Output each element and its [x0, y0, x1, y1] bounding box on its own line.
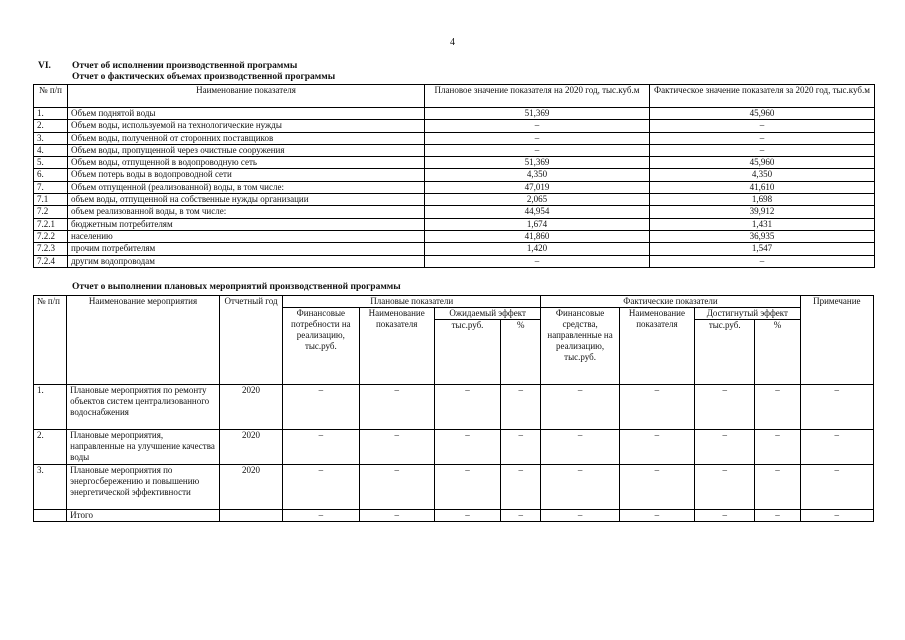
- table-row: [34, 120, 875, 132]
- header-note: Примечание: [800, 296, 873, 308]
- row-number: 7.2.2: [34, 230, 68, 242]
- table-row: [34, 108, 875, 120]
- value-cell: –: [359, 510, 434, 522]
- value-cell: –: [800, 510, 873, 522]
- section-number: VI.: [38, 61, 51, 71]
- report-year: 2020: [219, 465, 282, 510]
- plan-value: 41,860: [425, 230, 650, 242]
- value-cell: –: [695, 465, 755, 510]
- row-number: 7.: [34, 181, 68, 193]
- table-row: [34, 194, 875, 206]
- plan-value: 1,674: [425, 218, 650, 230]
- plan-value: 51,369: [425, 108, 650, 120]
- header-indicator: Наименование показателя: [68, 85, 425, 108]
- table-row: [34, 169, 875, 181]
- indicator-name: Объем воды, полученной от сторонних поставщиков: [68, 132, 425, 144]
- table-row: [34, 144, 875, 156]
- header-measure: Наименование мероприятия: [67, 296, 220, 308]
- header-actual-indicator: Наименование показателя: [619, 308, 694, 385]
- indicator-name: прочим потребителям: [68, 243, 425, 255]
- table-row: [34, 430, 874, 465]
- page-number: 4: [450, 37, 455, 48]
- plan-value: 2,065: [425, 194, 650, 206]
- header-num: № п/п: [34, 85, 68, 108]
- value-cell: –: [541, 430, 619, 465]
- row-number: 2.: [34, 120, 68, 132]
- row-number: 1.: [34, 385, 67, 430]
- header-plan-finance: Финансовые потребности на реализацию, тыс.руб.: [283, 308, 359, 385]
- fact-value: 1,698: [650, 194, 875, 206]
- report-year: [219, 510, 282, 522]
- fact-value: –: [650, 144, 875, 156]
- fact-value: –: [650, 120, 875, 132]
- row-number: [34, 510, 67, 522]
- header-expected-effect: Ожидаемый эффект: [434, 308, 541, 320]
- measure-name: Плановые мероприятия по энергосбережению и повышению энергетической эффективности: [67, 465, 220, 510]
- value-cell: –: [501, 510, 541, 522]
- table1-title: Отчет о фактических объемах производственной программы: [72, 72, 336, 82]
- indicator-name: Объем отпущенной (реализованной) воды, в том числе:: [68, 181, 425, 193]
- value-cell: –: [359, 430, 434, 465]
- value-cell: –: [800, 430, 873, 465]
- value-cell: –: [434, 465, 500, 510]
- plan-value: 44,954: [425, 206, 650, 218]
- table2-header-row-2: [34, 308, 874, 320]
- indicator-name: Объем потерь воды в водопроводной сети: [68, 169, 425, 181]
- fact-value: 1,547: [650, 243, 875, 255]
- value-cell: –: [434, 430, 500, 465]
- table-row: [34, 206, 875, 218]
- row-number: 1.: [34, 108, 68, 120]
- value-cell: –: [619, 465, 694, 510]
- row-number: 7.2.3: [34, 243, 68, 255]
- planned-measures-table: [33, 295, 874, 522]
- value-cell: –: [541, 465, 619, 510]
- plan-value: 51,369: [425, 157, 650, 169]
- indicator-name: бюджетным потребителям: [68, 218, 425, 230]
- measure-name: Плановые мероприятия по ремонту объектов систем централизованного водоснабжения: [67, 385, 220, 430]
- value-cell: –: [619, 430, 694, 465]
- value-cell: –: [619, 385, 694, 430]
- table-row: [34, 243, 875, 255]
- header-planned-group: Плановые показатели: [283, 296, 541, 308]
- row-number: 2.: [34, 430, 67, 465]
- value-cell: –: [755, 465, 800, 510]
- plan-value: –: [425, 255, 650, 267]
- row-number: 7.2: [34, 206, 68, 218]
- value-cell: –: [755, 510, 800, 522]
- indicator-name: Объем поднятой воды: [68, 108, 425, 120]
- value-cell: –: [695, 385, 755, 430]
- measure-name: Итого: [67, 510, 220, 522]
- value-cell: –: [541, 510, 619, 522]
- plan-value: 1,420: [425, 243, 650, 255]
- fact-value: 45,960: [650, 108, 875, 120]
- fact-value: 4,350: [650, 169, 875, 181]
- row-number: 7.1: [34, 194, 68, 206]
- production-volumes-table: [33, 84, 875, 268]
- table-row: [34, 218, 875, 230]
- value-cell: –: [283, 385, 359, 430]
- row-number: 7.2.4: [34, 255, 68, 267]
- value-cell: –: [619, 510, 694, 522]
- value-cell: –: [501, 430, 541, 465]
- header-fact: Фактическое значение показателя за 2020 год, тыс.куб.м: [650, 85, 875, 108]
- value-cell: –: [359, 385, 434, 430]
- fact-value: 41,610: [650, 181, 875, 193]
- report-year: 2020: [219, 385, 282, 430]
- fact-value: 45,960: [650, 157, 875, 169]
- value-cell: –: [434, 510, 500, 522]
- header-year: Отчетный год: [219, 296, 282, 308]
- table-row: [34, 385, 874, 430]
- header-actual-finance: Финансовые средства, направленные на реализацию, тыс.руб.: [541, 308, 619, 385]
- row-number: 3.: [34, 132, 68, 144]
- fact-value: 39,912: [650, 206, 875, 218]
- table-row: [34, 157, 875, 169]
- value-cell: –: [695, 510, 755, 522]
- indicator-name: Объем воды, отпущенной в водопроводную сеть: [68, 157, 425, 169]
- header-plan-rub: тыс.руб.: [434, 320, 500, 385]
- table-row: [34, 230, 875, 242]
- row-number: 3.: [34, 465, 67, 510]
- indicator-name: объем воды, отпущенной на собственные нужды организации: [68, 194, 425, 206]
- header-actual-group: Фактические показатели: [541, 296, 800, 308]
- plan-value: 4,350: [425, 169, 650, 181]
- table2-title: Отчет о выполнении плановых мероприятий производственной программы: [72, 282, 401, 292]
- indicator-name: Объем воды, используемой на технологические нужды: [68, 120, 425, 132]
- report-year: 2020: [219, 430, 282, 465]
- value-cell: –: [283, 510, 359, 522]
- value-cell: –: [800, 465, 873, 510]
- header-plan: Плановое значение показателя на 2020 год, тыс.куб.м: [425, 85, 650, 108]
- section-heading: [38, 61, 297, 71]
- table-row: [34, 465, 874, 510]
- section-title: Отчет об исполнении производственной программы: [72, 61, 298, 71]
- value-cell: –: [501, 465, 541, 510]
- header-num: № п/п: [34, 296, 67, 308]
- value-cell: –: [283, 465, 359, 510]
- table2-header-row-1: [34, 296, 874, 308]
- header-plan-pct: %: [501, 320, 541, 385]
- row-number: 7.2.1: [34, 218, 68, 230]
- value-cell: –: [434, 385, 500, 430]
- row-number: 5.: [34, 157, 68, 169]
- plan-value: –: [425, 120, 650, 132]
- table-row: [34, 181, 875, 193]
- value-cell: –: [695, 430, 755, 465]
- value-cell: –: [800, 385, 873, 430]
- indicator-name: населению: [68, 230, 425, 242]
- fact-value: 36,935: [650, 230, 875, 242]
- value-cell: –: [359, 465, 434, 510]
- indicator-name: объем реализованной воды, в том числе:: [68, 206, 425, 218]
- header-act-pct: %: [755, 320, 800, 385]
- header-achieved-effect: Достигнутый эффект: [695, 308, 801, 320]
- header-act-rub: тыс.руб.: [695, 320, 755, 385]
- plan-value: –: [425, 132, 650, 144]
- fact-value: –: [650, 255, 875, 267]
- header-plan-indicator: Наименование показателя: [359, 308, 434, 385]
- table-row: [34, 510, 874, 522]
- plan-value: –: [425, 144, 650, 156]
- value-cell: –: [755, 430, 800, 465]
- measure-name: Плановые мероприятия, направленные на улучшение качества воды: [67, 430, 220, 465]
- row-number: 6.: [34, 169, 68, 181]
- indicator-name: другим водопроводам: [68, 255, 425, 267]
- row-number: 4.: [34, 144, 68, 156]
- plan-value: 47,019: [425, 181, 650, 193]
- value-cell: –: [283, 430, 359, 465]
- fact-value: –: [650, 132, 875, 144]
- table-row: [34, 255, 875, 267]
- value-cell: –: [501, 385, 541, 430]
- table-row: [34, 132, 875, 144]
- fact-value: 1,431: [650, 218, 875, 230]
- table1-header-row: [34, 85, 875, 108]
- value-cell: –: [541, 385, 619, 430]
- indicator-name: Объем воды, пропущенной через очистные сооружения: [68, 144, 425, 156]
- value-cell: –: [755, 385, 800, 430]
